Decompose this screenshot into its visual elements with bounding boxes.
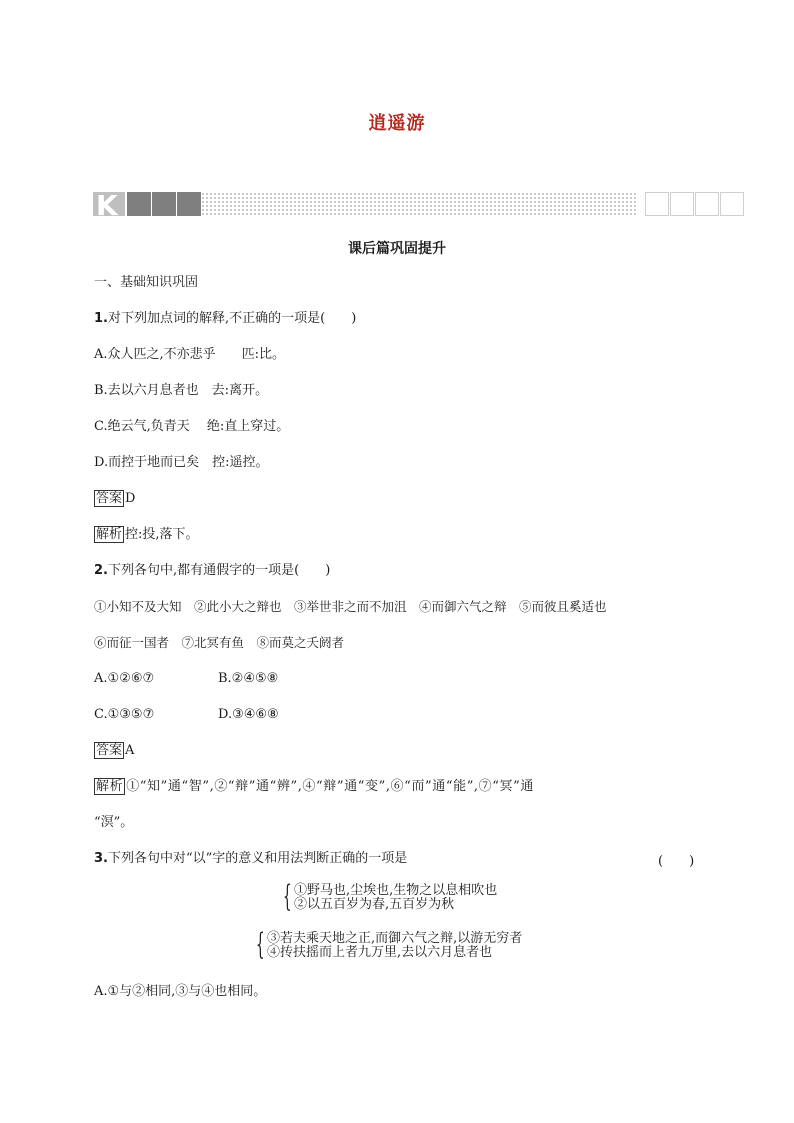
question-number: 3. [94,851,108,866]
banner-k-block [93,189,125,222]
banner-k-letter-icon: K [96,189,118,222]
banner-gray-block [152,192,176,216]
sentence-3: ③若夫乘天地之正,而御六气之辩,以游无穷者 [267,931,523,946]
analysis-text: 控:投,落下。 [125,527,199,542]
question-text: 对下列加点词的解释,不正确的一项是( ) [107,311,357,326]
question-text: 下列各句中对“以”字的意义和用法判断正确的一项是 [107,851,408,866]
answer-value: D [125,491,136,506]
answer-label: 答案 [96,743,123,758]
q1-answer [94,490,135,508]
q1-option-d: D.而控于地而已矣 控:遥控。 [94,455,269,470]
q1-option-a: A.众人匹之,不亦悲乎 匹:比。 [94,347,286,362]
q2-options-row-2 [94,706,279,724]
sentence-group-2 [256,927,596,962]
section-title: 课后篇巩固提升 [348,241,446,257]
question-number: 1. [94,311,108,326]
analysis-label: 解析 [96,779,124,794]
q2-option-b: B.②④⑤⑧ [218,671,279,686]
question-number: 2. [94,563,108,578]
question-3-stem [94,850,407,868]
q2-options-row-1 [94,670,279,688]
banner-gray-block [127,192,151,216]
left-brace-icon: { [283,879,292,914]
q1-option-c: C.绝云气,负青天 绝:直上穿过。 [94,419,290,434]
answer-label: 答案 [96,491,123,506]
sentence-1: ①野马也,尘埃也,生物之以息相吹也 [294,883,498,898]
left-brace-icon: { [256,927,265,962]
banner-dot-pattern [201,192,637,216]
q2-items-line-2: ⑥而征一国者 ⑦北冥有鱼 ⑧而莫之夭阏者 [94,635,345,650]
section-banner [93,189,745,222]
q3-option-a: A.①与②相同,③与④也相同。 [94,984,267,999]
q2-option-d: D.③④⑥⑧ [218,707,279,722]
answer-blank: ( ) [658,854,695,869]
q2-analysis-continued: “溟”。 [94,815,134,830]
banner-white-box [645,192,669,216]
answer-value: A [125,743,135,758]
banner-white-box [695,192,719,216]
banner-white-box [670,192,694,216]
part-heading: 一、基础知识巩固 [94,275,199,290]
q2-items-line-1: ①小知不及大知 ②此小大之辩也 ③举世非之而不加沮 ④而御六气之辩 ⑤而彼且奚适也 [94,599,607,614]
q1-option-b: B.去以六月息者也 去:离开。 [94,383,269,398]
q2-option-c: C.①③⑤⑦ [94,707,155,722]
question-1-stem [94,310,356,328]
analysis-text: ①“知”通“智”,②“辩”通“辨”,④“辩”通“变”,⑥“而”通“能”,⑦“冥”通 [126,779,534,794]
banner-white-box [720,192,744,216]
question-text: 下列各句中,都有通假字的一项是( ) [107,563,331,578]
q2-answer [94,742,134,760]
sentence-group-1 [283,879,583,914]
sentence-2: ②以五百岁为春,五百岁为秋 [294,897,455,912]
document-title: 逍遥游 [368,113,426,134]
q2-option-a: A.①②⑥⑦ [94,671,155,686]
q1-analysis [94,526,199,544]
question-2-stem [94,562,330,580]
sentence-4: ④抟扶摇而上者九万里,去以六月息者也 [267,945,493,960]
analysis-label: 解析 [96,527,123,542]
banner-gray-block [177,192,201,216]
q2-analysis [94,778,534,796]
